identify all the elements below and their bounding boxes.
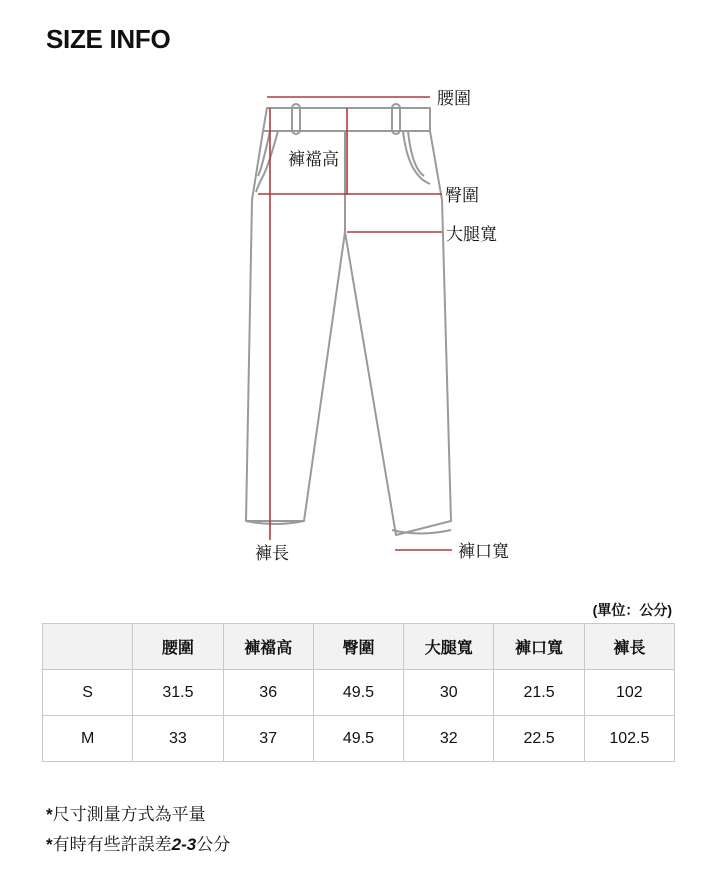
header-cell-rise: 褲襠高 <box>223 624 313 670</box>
note-text: 尺寸測量方式為平量 <box>52 805 206 825</box>
table-row <box>43 670 675 716</box>
table-cell: 49.5 <box>313 670 403 716</box>
label-hip: 臀圍 <box>445 186 479 206</box>
note-text-unit: 公分 <box>196 835 231 855</box>
table-cell: 49.5 <box>313 716 403 762</box>
table-cell: 37 <box>223 716 313 762</box>
header-cell-length: 褲長 <box>584 624 674 670</box>
size-table <box>42 623 675 762</box>
header-cell-leg-opening: 褲口寬 <box>494 624 584 670</box>
table-cell: 22.5 <box>494 716 584 762</box>
header-cell-waist: 腰圍 <box>133 624 223 670</box>
table-cell: 102 <box>584 670 674 716</box>
table-header-row <box>43 624 675 670</box>
table-row <box>43 716 675 762</box>
note-star: * <box>46 805 53 824</box>
note-star: * <box>46 835 53 854</box>
header-cell-empty <box>43 624 133 670</box>
note-text: 有時有些許誤差 <box>52 835 172 855</box>
label-length: 褲長 <box>255 544 289 564</box>
diagram-labels <box>255 89 509 564</box>
size-cell: M <box>43 716 133 762</box>
label-leg-opening: 褲口寬 <box>458 542 509 562</box>
note-tolerance <box>46 830 230 860</box>
label-rise: 褲襠高 <box>288 150 339 170</box>
table-cell: 30 <box>404 670 494 716</box>
note-tolerance-range: 2-3 <box>171 835 197 854</box>
pants-outline <box>246 104 451 535</box>
table-cell: 33 <box>133 716 223 762</box>
table-cell: 102.5 <box>584 716 674 762</box>
size-cell: S <box>43 670 133 716</box>
table-cell: 36 <box>223 670 313 716</box>
header-cell-thigh: 大腿寬 <box>404 624 494 670</box>
label-thigh: 大腿寬 <box>446 225 497 245</box>
note-measurement <box>46 800 230 830</box>
table-cell: 31.5 <box>133 670 223 716</box>
table-cell: 32 <box>404 716 494 762</box>
notes <box>46 800 230 860</box>
table-cell: 21.5 <box>494 670 584 716</box>
label-waist: 腰圍 <box>437 89 471 109</box>
unit-note: (單位：公分) <box>592 602 672 618</box>
header-cell-hip: 臀圍 <box>313 624 403 670</box>
page-title: SIZE INFO <box>46 24 171 54</box>
